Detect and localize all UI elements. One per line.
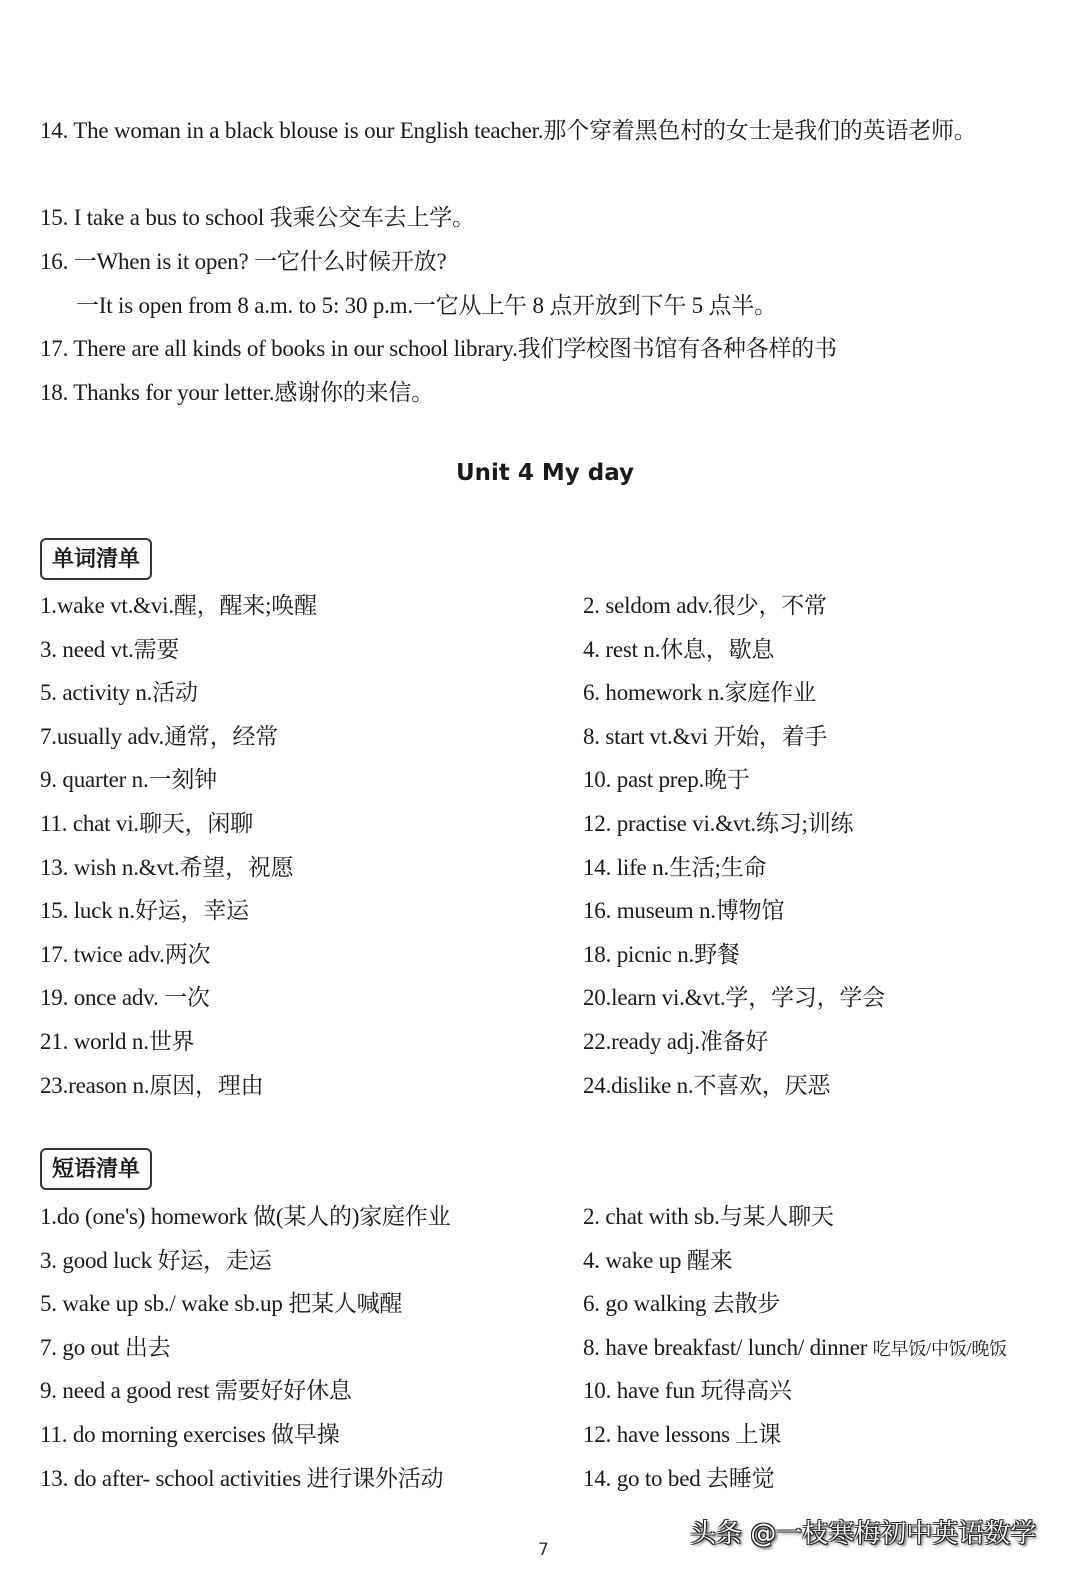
vocab-item: 22.ready adj.准备好 — [583, 1028, 769, 1054]
vocab-heading-badge: 单词清单 — [40, 538, 152, 580]
phrase-item: 6. go walking 去散步 — [583, 1291, 781, 1317]
watermark: 头条 @一枝寒梅初中英语数学 — [690, 1519, 1037, 1549]
phrase-item: 11. do morning exercises 做早操 — [40, 1421, 340, 1447]
phrase-item: 14. go to bed 去睡觉 — [583, 1465, 775, 1491]
vocab-item: 21. world n.世界 — [40, 1028, 195, 1054]
phrase-item: 2. chat with sb.与某人聊天 — [583, 1204, 834, 1229]
vocab-right-column — [583, 588, 885, 1111]
phrase-item: 9. need a good rest 需要好好休息 — [40, 1378, 352, 1404]
sentence-16-answer: 一It is open from 8 a.m. to 5: 30 p.m.一它从上午 8 点开放到下午 5 点半。 — [76, 293, 777, 318]
vocab-item: 19. once adv. 一次 — [40, 985, 210, 1011]
vocab-item: 17. twice adv.两次 — [40, 941, 211, 967]
vocab-item: 1.wake vt.&vi.醒，醒来;唤醒 — [40, 593, 317, 618]
vocab-item: 6. homework n.家庭作业 — [583, 680, 816, 706]
phrase-item: 1.do (one's) homework 做(某人的)家庭作业 — [40, 1204, 451, 1229]
phrases-heading-badge: 短语清单 — [40, 1148, 152, 1190]
phrase-item: 12. have lessons 上课 — [583, 1421, 782, 1447]
vocab-item: 10. past prep.晚于 — [583, 767, 750, 793]
sentence-14: 14. The woman in a black blouse is our English teacher.那个穿着黑色村的女士是我们的英语老师。 — [40, 118, 977, 143]
vocab-item: 12. practise vi.&vt.练习;训练 — [583, 810, 854, 836]
phrase-english: 8. have breakfast/ lunch/ dinner — [583, 1334, 873, 1360]
phrases-left-column — [40, 1199, 450, 1504]
vocab-item: 3. need vt.需要 — [40, 636, 180, 662]
phrase-item: 3. good luck 好运，走运 — [40, 1247, 272, 1273]
phrase-item: 4. wake up 醒来 — [583, 1247, 733, 1273]
vocab-item: 5. activity n.活动 — [40, 680, 198, 706]
sentence-15: 15. I take a bus to school 我乘公交车去上学。 — [40, 205, 475, 230]
vocab-item: 7.usually adv.通常，经常 — [40, 723, 279, 749]
vocab-left-column — [40, 588, 317, 1111]
vocab-item: 14. life n.生活;生命 — [583, 854, 767, 880]
sentence-18: 18. Thanks for your letter.感谢你的来信。 — [40, 380, 434, 405]
vocab-item: 8. start vt.&vi 开始，着手 — [583, 723, 828, 749]
phrase-item — [583, 1330, 1007, 1374]
phrases-right-column — [583, 1199, 1007, 1504]
phrase-item: 7. go out 出去 — [40, 1334, 171, 1360]
vocab-item: 20.learn vi.&vt.学，学习，学会 — [583, 985, 886, 1011]
vocab-item: 2. seldom adv.很少，不常 — [583, 593, 827, 618]
vocab-item: 11. chat vi.聊天，闲聊 — [40, 810, 253, 836]
phrase-chinese: 吃早饭/中饭/晚饭 — [872, 1338, 1007, 1359]
sentence-17: 17. There are all kinds of books in our school library.我们学校图书馆有各种各样的书 — [40, 336, 837, 361]
vocab-item: 18. picnic n.野餐 — [583, 941, 740, 967]
phrase-item: 13. do after- school activities 进行课外活动 — [40, 1465, 444, 1491]
vocab-item: 15. luck n.好运，幸运 — [40, 898, 249, 924]
phrase-item: 5. wake up sb./ wake sb.up 把某人喊醒 — [40, 1291, 403, 1317]
vocab-item: 16. museum n.博物馆 — [583, 898, 785, 924]
vocab-item: 23.reason n.原因，理由 — [40, 1072, 264, 1098]
vocab-item: 24.dislike n.不喜欢，厌恶 — [583, 1072, 831, 1098]
phrase-item: 10. have fun 玩得高兴 — [583, 1378, 792, 1404]
unit-title: Unit 4 My day — [455, 460, 635, 486]
sentence-16-question: 16. 一When is it open? 一它什么时候开放? — [40, 249, 447, 274]
vocab-item: 9. quarter n.一刻钟 — [40, 767, 217, 793]
vocab-item: 13. wish n.&vt.希望，祝愿 — [40, 854, 294, 880]
vocab-item: 4. rest n.休息，歇息 — [583, 636, 775, 662]
page-number: 7 — [538, 1540, 549, 1560]
